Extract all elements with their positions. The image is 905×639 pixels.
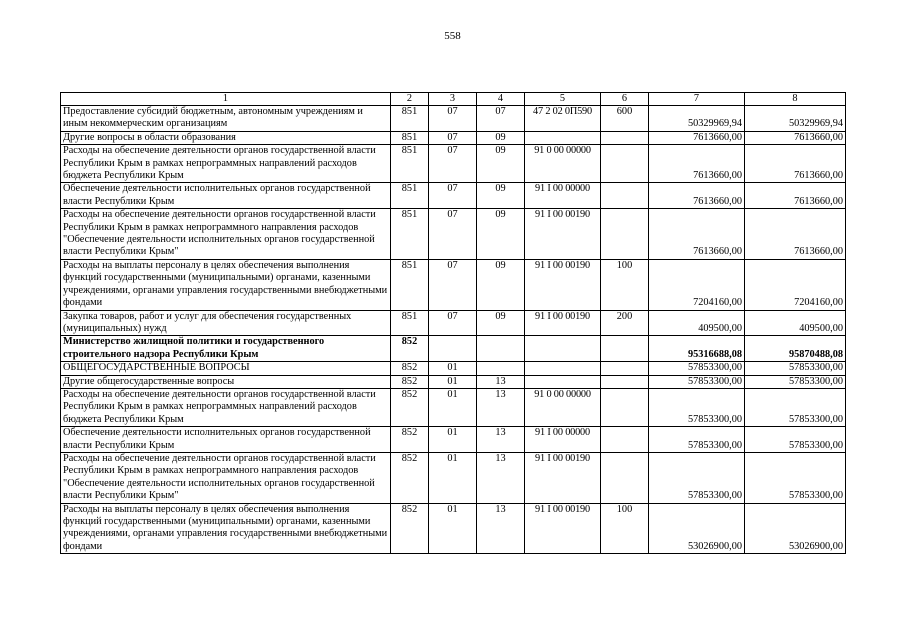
- row-subsection-cell: 09: [477, 259, 525, 310]
- row-target-article-cell: 91 I 00 00190: [525, 503, 601, 554]
- row-section-cell: 07: [429, 106, 477, 132]
- row-expense-type-cell: [601, 183, 649, 209]
- row-amount-cell: 7613660,00: [649, 183, 745, 209]
- row-subsection-cell: [477, 362, 525, 375]
- row-ved-cell: 852: [391, 375, 429, 388]
- row-amount-cell: 409500,00: [745, 310, 846, 336]
- row-subsection-cell: [477, 336, 525, 362]
- row-target-article-cell: 91 I 00 00000: [525, 183, 601, 209]
- row-expense-type-cell: [601, 145, 649, 183]
- row-target-article-cell: 91 0 00 00000: [525, 145, 601, 183]
- row-expense-type-cell: 600: [601, 106, 649, 132]
- row-subsection-cell: 09: [477, 145, 525, 183]
- row-name-cell: Расходы на обеспечение деятельности органов государственной власти Республики Крым в рамках непрограммного направления расходов "Обеспечение деятельности исполнительных органов государственной власти Республики Крым": [61, 209, 391, 260]
- row-section-cell: 01: [429, 503, 477, 554]
- row-name-cell: Другие общегосударственные вопросы: [61, 375, 391, 388]
- row-name-cell: Другие вопросы в области образования: [61, 131, 391, 144]
- row-subsection-cell: 13: [477, 503, 525, 554]
- row-expense-type-cell: [601, 452, 649, 503]
- row-name-cell: Закупка товаров, работ и услуг для обеспечения государственных (муниципальных) нужд: [61, 310, 391, 336]
- row-ved-cell: 852: [391, 388, 429, 426]
- row-name-cell: ОБЩЕГОСУДАРСТВЕННЫЕ ВОПРОСЫ: [61, 362, 391, 375]
- row-name-cell: Обеспечение деятельности исполнительных органов государственной власти Республики Крым: [61, 427, 391, 453]
- table-row: [61, 388, 846, 426]
- row-amount-cell: 50329969,94: [745, 106, 846, 132]
- row-target-article-cell: 47 2 02 0П590: [525, 106, 601, 132]
- row-amount-cell: 57853300,00: [745, 375, 846, 388]
- table-row: [61, 427, 846, 453]
- row-amount-cell: 7613660,00: [649, 131, 745, 144]
- row-target-article-cell: 91 I 00 00000: [525, 427, 601, 453]
- row-ved-cell: 851: [391, 145, 429, 183]
- table-row: [61, 106, 846, 132]
- row-section-cell: 07: [429, 145, 477, 183]
- row-expense-type-cell: [601, 388, 649, 426]
- row-amount-cell: 7613660,00: [649, 209, 745, 260]
- table-row: [61, 452, 846, 503]
- row-name-cell: Расходы на обеспечение деятельности органов государственной власти Республики Крым в рамках непрограммного направления расходов "Обеспечение деятельности исполнительных органов государственной власти Республики Крым": [61, 452, 391, 503]
- column-header: 2: [391, 93, 429, 106]
- budget-table: [60, 92, 846, 554]
- row-ved-cell: 851: [391, 209, 429, 260]
- table-header-row: [61, 93, 846, 106]
- row-amount-cell: 50329969,94: [649, 106, 745, 132]
- row-name-cell: Предоставление субсидий бюджетным, автономным учреждениям и иным некоммерческим организациям: [61, 106, 391, 132]
- row-section-cell: 01: [429, 375, 477, 388]
- row-name-cell: Обеспечение деятельности исполнительных органов государственной власти Республики Крым: [61, 183, 391, 209]
- row-subsection-cell: 09: [477, 209, 525, 260]
- row-target-article-cell: [525, 336, 601, 362]
- row-section-cell: 07: [429, 183, 477, 209]
- row-ved-cell: 851: [391, 183, 429, 209]
- row-expense-type-cell: [601, 362, 649, 375]
- row-target-article-cell: [525, 375, 601, 388]
- row-target-article-cell: 91 I 00 00190: [525, 310, 601, 336]
- page-number: 558: [444, 30, 461, 42]
- row-subsection-cell: 09: [477, 310, 525, 336]
- table-row: [61, 145, 846, 183]
- row-amount-cell: 57853300,00: [745, 362, 846, 375]
- row-amount-cell: 57853300,00: [649, 452, 745, 503]
- table-row: [61, 310, 846, 336]
- row-amount-cell: 53026900,00: [649, 503, 745, 554]
- table-row: [61, 131, 846, 144]
- row-target-article-cell: 91 I 00 00190: [525, 452, 601, 503]
- row-expense-type-cell: [601, 131, 649, 144]
- row-ved-cell: 852: [391, 336, 429, 362]
- row-ved-cell: 852: [391, 452, 429, 503]
- row-amount-cell: 7613660,00: [745, 131, 846, 144]
- column-header: 5: [525, 93, 601, 106]
- row-section-cell: 07: [429, 209, 477, 260]
- row-section-cell: [429, 336, 477, 362]
- row-amount-cell: 7613660,00: [745, 209, 846, 260]
- row-section-cell: 01: [429, 427, 477, 453]
- table-row: [61, 209, 846, 260]
- row-ved-cell: 851: [391, 106, 429, 132]
- row-amount-cell: 57853300,00: [745, 452, 846, 503]
- row-subsection-cell: 13: [477, 375, 525, 388]
- table-row: [61, 259, 846, 310]
- column-header: 1: [61, 93, 391, 106]
- row-amount-cell: 409500,00: [649, 310, 745, 336]
- row-subsection-cell: 13: [477, 388, 525, 426]
- row-subsection-cell: 13: [477, 452, 525, 503]
- row-name-cell: Расходы на выплаты персоналу в целях обеспечения выполнения функций государственными (муниципальными) органами, казенными учреждениями, органами управления государственными внебюджетными фондами: [61, 259, 391, 310]
- row-subsection-cell: 09: [477, 183, 525, 209]
- row-amount-cell: 95870488,08: [745, 336, 846, 362]
- row-ved-cell: 852: [391, 362, 429, 375]
- table-row: [61, 336, 846, 362]
- row-amount-cell: 53026900,00: [745, 503, 846, 554]
- row-name-cell: Расходы на обеспечение деятельности органов государственной власти Республики Крым в рамках непрограммных направлений расходов бюджета Республики Крым: [61, 388, 391, 426]
- row-amount-cell: 57853300,00: [745, 427, 846, 453]
- column-header: 7: [649, 93, 745, 106]
- row-amount-cell: 7613660,00: [649, 145, 745, 183]
- row-amount-cell: 57853300,00: [649, 362, 745, 375]
- column-header: 6: [601, 93, 649, 106]
- row-name-cell: Расходы на выплаты персоналу в целях обеспечения выполнения функций государственными (муниципальными) органами, казенными учреждениями, органами управления государственными внебюджетными фондами: [61, 503, 391, 554]
- row-ved-cell: 852: [391, 503, 429, 554]
- row-target-article-cell: [525, 131, 601, 144]
- row-expense-type-cell: [601, 427, 649, 453]
- row-amount-cell: 95316688,08: [649, 336, 745, 362]
- row-name-cell: Министерство жилищной политики и государственного строительного надзора Республики Крым: [61, 336, 391, 362]
- row-expense-type-cell: 100: [601, 503, 649, 554]
- row-amount-cell: 57853300,00: [745, 388, 846, 426]
- row-ved-cell: 851: [391, 310, 429, 336]
- row-subsection-cell: 07: [477, 106, 525, 132]
- row-expense-type-cell: [601, 375, 649, 388]
- row-target-article-cell: 91 0 00 00000: [525, 388, 601, 426]
- table-row: [61, 362, 846, 375]
- row-target-article-cell: 91 I 00 00190: [525, 259, 601, 310]
- column-header: 8: [745, 93, 846, 106]
- row-amount-cell: 7204160,00: [649, 259, 745, 310]
- row-expense-type-cell: [601, 336, 649, 362]
- row-amount-cell: 57853300,00: [649, 427, 745, 453]
- column-header: 4: [477, 93, 525, 106]
- row-amount-cell: 7204160,00: [745, 259, 846, 310]
- table-row: [61, 375, 846, 388]
- row-expense-type-cell: 200: [601, 310, 649, 336]
- row-target-article-cell: [525, 362, 601, 375]
- row-target-article-cell: 91 I 00 00190: [525, 209, 601, 260]
- row-ved-cell: 852: [391, 427, 429, 453]
- row-section-cell: 07: [429, 259, 477, 310]
- row-expense-type-cell: [601, 209, 649, 260]
- row-section-cell: 01: [429, 452, 477, 503]
- row-amount-cell: 7613660,00: [745, 183, 846, 209]
- row-section-cell: 01: [429, 362, 477, 375]
- row-ved-cell: 851: [391, 131, 429, 144]
- row-amount-cell: 57853300,00: [649, 375, 745, 388]
- row-amount-cell: 57853300,00: [649, 388, 745, 426]
- row-subsection-cell: 09: [477, 131, 525, 144]
- table-row: [61, 503, 846, 554]
- column-header: 3: [429, 93, 477, 106]
- row-ved-cell: 851: [391, 259, 429, 310]
- row-subsection-cell: 13: [477, 427, 525, 453]
- row-expense-type-cell: 100: [601, 259, 649, 310]
- row-amount-cell: 7613660,00: [745, 145, 846, 183]
- row-name-cell: Расходы на обеспечение деятельности органов государственной власти Республики Крым в рамках непрограммных направлений расходов бюджета Республики Крым: [61, 145, 391, 183]
- row-section-cell: 07: [429, 310, 477, 336]
- row-section-cell: 07: [429, 131, 477, 144]
- row-section-cell: 01: [429, 388, 477, 426]
- table-row: [61, 183, 846, 209]
